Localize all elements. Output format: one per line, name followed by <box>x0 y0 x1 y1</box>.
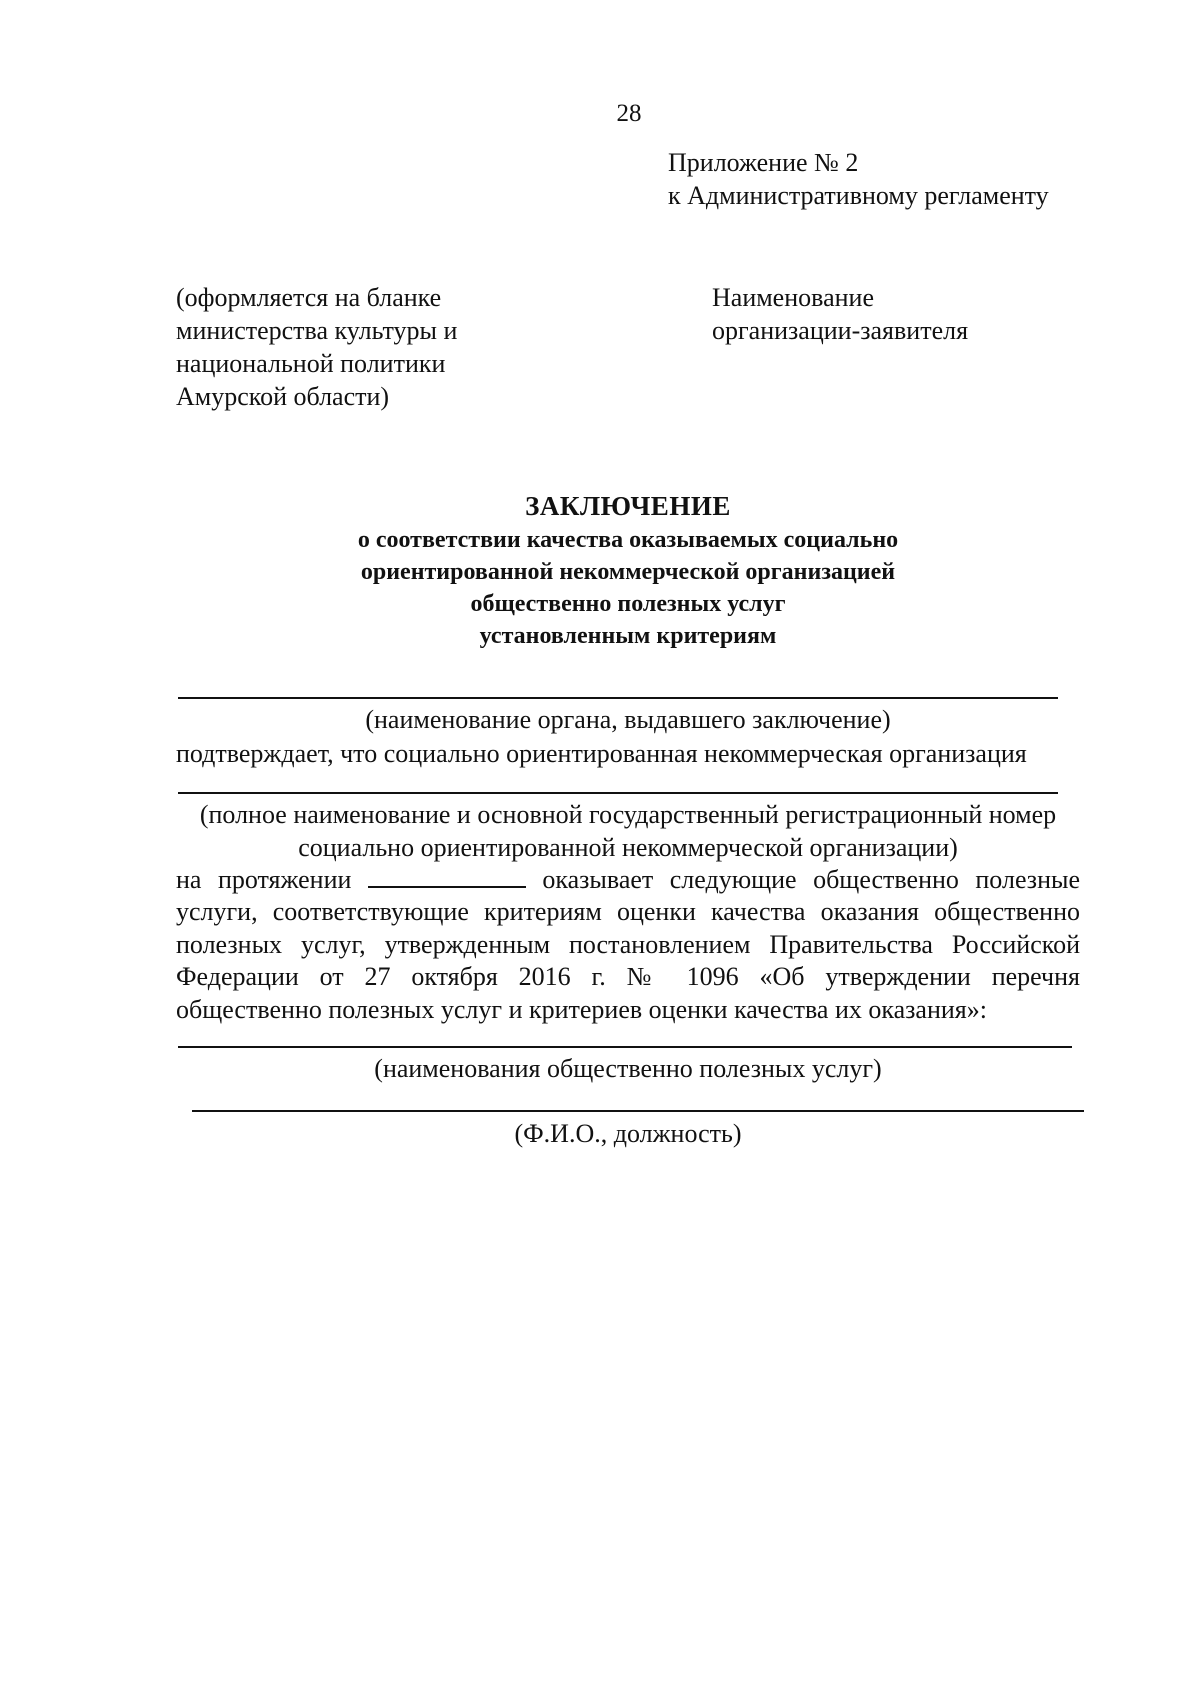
blank-line-services <box>178 1046 1072 1048</box>
letterhead-note-line: (оформляется на бланке <box>176 283 442 312</box>
letterhead-note <box>176 281 457 413</box>
title-sub-line: установленным критериям <box>479 623 777 649</box>
paragraph-line: общественно полезных услуг и критериев оценки качества их оказания»: <box>176 994 987 1024</box>
confirms-line: подтверждает, что социально ориентированная некоммерческая организация <box>176 739 1027 768</box>
letterhead-note-line: национальной политики <box>176 349 446 378</box>
blank-line-issuing-organ <box>178 697 1058 699</box>
title-sub-line: о соответствии качества оказываемых социально <box>357 527 899 553</box>
paragraph-line: Федерации от 27 октября 2016 г. № 1096 «Об утверждении перечня <box>176 962 1080 992</box>
letterhead-note-line: министерства культуры и <box>176 316 458 345</box>
caption-organization-line: социально ориентированной некоммерческой организации) <box>298 833 958 862</box>
title-main: ЗАКЛЮЧЕНИЕ <box>525 491 731 521</box>
paragraph-line-first <box>176 864 1080 896</box>
caption-organization <box>176 798 1080 864</box>
addressee-note-line: организации-заявителя <box>712 316 969 345</box>
title-sub-line: общественно полезных услуг <box>470 591 786 617</box>
paragraph-line: полезных услуг, утвержденным постановлением Правительства Российской <box>176 929 1080 959</box>
document-title <box>176 488 1080 652</box>
paragraph-line: услуги, соответствующие критериям оценки качества оказания общественно <box>176 897 1080 927</box>
blank-line-signatory <box>192 1110 1084 1112</box>
annex-reference <box>668 146 1049 212</box>
main-paragraph <box>176 864 1080 1026</box>
caption-signatory: (Ф.И.О., должность) <box>514 1119 742 1148</box>
addressee-note <box>712 281 968 347</box>
title-sub-line: ориентированной некоммерческой организацией <box>360 559 896 585</box>
caption-issuing-organ: (наименование органа, выдавшего заключение) <box>365 705 891 734</box>
caption-services: (наименования общественно полезных услуг) <box>374 1054 882 1083</box>
annex-line-1: Приложение № 2 <box>668 148 859 177</box>
page-number: 28 <box>616 100 642 127</box>
letterhead-note-line: Амурской области) <box>176 382 390 411</box>
caption-organization-line: (полное наименование и основной государственный регистрационный номер <box>199 800 1057 829</box>
blank-line-organization <box>178 792 1058 794</box>
blank-period <box>368 864 526 888</box>
paragraph-start: на протяжении <box>176 865 352 894</box>
annex-line-2: к Административному регламенту <box>668 181 1049 210</box>
addressee-note-line: Наименование <box>712 283 874 312</box>
paragraph-after-blank: оказывает следующие общественно полезные <box>542 865 1080 894</box>
